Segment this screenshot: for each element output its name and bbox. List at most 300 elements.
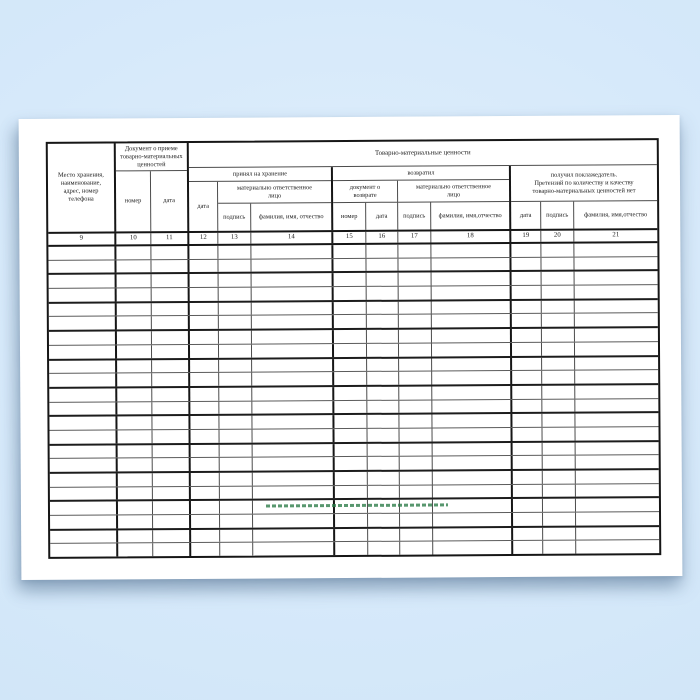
empty-cell (432, 428, 512, 441)
column-number: 11 (151, 233, 189, 244)
empty-cell (49, 303, 117, 316)
empty-cell (511, 244, 541, 257)
empty-cell (117, 360, 152, 373)
empty-cell (334, 387, 367, 400)
empty-cell (335, 472, 368, 485)
empty-cell (117, 345, 152, 358)
empty-cell (252, 401, 334, 414)
empty-cell (512, 272, 542, 285)
empty-cell (543, 471, 576, 484)
empty-cell (513, 513, 543, 526)
empty-cell (189, 246, 218, 259)
column-number: 17 (398, 232, 431, 243)
column-number: 13 (218, 233, 251, 244)
empty-cell (117, 416, 152, 429)
empty-cell (432, 272, 512, 285)
empty-cell (513, 528, 543, 541)
header-accepted-sign: подпись (218, 204, 251, 231)
header-storage-place: Место хранения, наименование, адрес, номер телефона (48, 143, 117, 231)
empty-cell (191, 430, 220, 443)
header-receive-doc-date: дата (163, 197, 175, 205)
empty-cell (219, 288, 252, 301)
empty-cell (399, 315, 432, 328)
empty-cell (366, 258, 398, 271)
empty-cell (575, 413, 658, 426)
form-page (19, 115, 683, 580)
empty-cell (542, 286, 575, 299)
empty-cell (400, 514, 433, 527)
empty-cell (190, 401, 219, 414)
empty-cell (252, 372, 334, 385)
empty-cell (400, 528, 433, 541)
column-number: 9 (48, 233, 116, 244)
empty-cell (220, 543, 253, 556)
header-accepted-date: дата (189, 182, 218, 231)
empty-cell (335, 457, 368, 470)
empty-cell (190, 303, 219, 316)
empty-cell (512, 357, 542, 370)
empty-cell (575, 370, 658, 383)
empty-cell (218, 246, 251, 259)
header-returned-title: возвратил (333, 166, 509, 181)
empty-cell (575, 285, 658, 298)
empty-cell (541, 244, 574, 257)
empty-cell (220, 458, 253, 471)
empty-cell (152, 388, 190, 401)
empty-cell (575, 300, 658, 313)
empty-cell (252, 429, 334, 442)
empty-cell (432, 371, 512, 384)
header-returned-fio: фамилия, имя,отчество (438, 211, 502, 219)
empty-cell (191, 458, 220, 471)
column-number: 12 (189, 233, 218, 244)
empty-cell (153, 473, 191, 486)
empty-cell (153, 487, 191, 500)
header-receive-doc-title: Документ о приеме товарно-материальных ценностей (116, 143, 187, 171)
empty-cell (253, 543, 335, 556)
empty-cell (219, 387, 252, 400)
empty-cell (253, 444, 335, 457)
empty-cell (153, 530, 191, 543)
empty-cell (48, 260, 116, 273)
header-received-fio: фамилия, имя,отчество (584, 210, 648, 219)
empty-cell (575, 427, 658, 440)
empty-cell (334, 330, 367, 343)
empty-cell (368, 485, 400, 498)
empty-cell (541, 257, 574, 270)
header-tmc-title: Товарно-материальные ценности (189, 140, 657, 168)
empty-cell (433, 471, 513, 484)
empty-cell (50, 544, 118, 557)
header-group-accepted (189, 167, 333, 231)
empty-cell (432, 358, 512, 371)
column-number: 19 (511, 231, 541, 242)
empty-cell (575, 342, 658, 355)
empty-cell (191, 530, 220, 543)
header-received-date: дата (511, 202, 541, 229)
header-receive-doc-number: номер (116, 171, 151, 231)
empty-cell (152, 416, 190, 429)
empty-cell (191, 473, 220, 486)
empty-cell (152, 402, 190, 415)
empty-cell (50, 487, 118, 500)
empty-cell (576, 541, 659, 554)
empty-cell (219, 302, 252, 315)
column-number: 20 (541, 231, 574, 242)
empty-cell (190, 316, 219, 329)
empty-cell (543, 527, 576, 540)
empty-cell (252, 330, 334, 343)
empty-cell (220, 501, 253, 514)
empty-cell (368, 542, 400, 555)
empty-cell (574, 243, 657, 256)
empty-cell (117, 331, 152, 344)
empty-cell (152, 316, 190, 329)
empty-cell (190, 359, 219, 372)
header-group-returned (333, 166, 511, 230)
empty-cell (190, 388, 219, 401)
empty-cell (191, 543, 220, 556)
empty-cell (575, 328, 658, 341)
empty-cell (117, 373, 152, 386)
empty-cell (190, 331, 219, 344)
empty-cell (333, 245, 366, 258)
empty-cell (432, 414, 512, 427)
empty-cell (117, 303, 152, 316)
empty-cell (367, 344, 399, 357)
empty-cell (334, 400, 367, 413)
empty-cell (50, 502, 118, 515)
empty-cell (118, 544, 153, 557)
empty-cell (399, 386, 432, 399)
column-number: 14 (251, 232, 333, 244)
empty-cell (398, 258, 431, 271)
empty-cell (576, 512, 659, 525)
empty-cell (334, 415, 367, 428)
empty-cell (251, 259, 333, 272)
empty-cell (219, 401, 252, 414)
empty-cell (575, 385, 658, 398)
empty-cell (219, 274, 252, 287)
empty-cell (334, 315, 367, 328)
empty-cell (334, 429, 367, 442)
header-returned-doc-title: документ о возврате (333, 181, 398, 203)
empty-cell (219, 316, 252, 329)
empty-cell (117, 388, 152, 401)
empty-cell (576, 442, 659, 455)
header-accepted-fio: фамилия, имя, отчество (258, 212, 324, 221)
empty-cell (253, 457, 335, 470)
empty-cell (335, 514, 368, 527)
empty-cell (117, 275, 152, 288)
empty-cell (118, 459, 153, 472)
empty-cell (400, 471, 433, 484)
empty-cell (367, 287, 399, 300)
empty-cell (368, 457, 400, 470)
empty-cell (190, 288, 219, 301)
empty-cell (433, 485, 513, 498)
empty-cell (367, 400, 399, 413)
empty-cell (118, 487, 153, 500)
empty-cell (576, 527, 659, 540)
empty-cell (151, 246, 189, 259)
empty-cell (432, 343, 512, 356)
empty-cell (366, 245, 398, 258)
empty-cell (432, 314, 512, 327)
empty-cell (220, 486, 253, 499)
empty-cell (50, 445, 118, 458)
empty-cell (575, 314, 658, 327)
empty-cell (512, 314, 542, 327)
empty-cell (399, 428, 432, 441)
empty-cell (220, 444, 253, 457)
header-returned-doc-number: номер (333, 203, 366, 230)
empty-cell (367, 387, 399, 400)
header-accepted-mol: материально ответственное лицо (218, 181, 331, 204)
empty-cell (433, 443, 513, 456)
column-number: 21 (612, 231, 620, 239)
empty-cell (49, 388, 117, 401)
empty-cell (513, 456, 543, 469)
empty-cell (542, 428, 575, 441)
empty-cell (219, 331, 252, 344)
empty-cell (512, 414, 542, 427)
empty-cell (432, 386, 512, 399)
empty-cell (432, 301, 512, 314)
empty-cell (49, 317, 117, 330)
empty-cell (116, 260, 151, 273)
header-accepted-title: принял на хранение (189, 167, 331, 182)
empty-cell (512, 301, 542, 314)
empty-cell (335, 529, 368, 542)
header-received-title: получил поклажедатель. Претензий по количеству и качеству товарно-материальных ценностей нет (511, 165, 657, 202)
column-number: 16 (366, 232, 398, 243)
empty-cell (219, 359, 252, 372)
empty-cell (49, 275, 117, 288)
header-returned-mol: материально ответственное лицо (398, 180, 509, 203)
empty-cell (433, 513, 513, 526)
empty-cell (220, 515, 253, 528)
empty-cell (335, 486, 368, 499)
empty-cell (118, 502, 153, 515)
empty-cell (118, 430, 153, 443)
empty-cell (542, 342, 575, 355)
empty-cell (513, 485, 543, 498)
empty-cell (117, 317, 152, 330)
empty-cell (219, 373, 252, 386)
empty-cell (49, 332, 117, 345)
empty-cell (334, 302, 367, 315)
column-number: 18 (431, 231, 511, 242)
empty-cell (543, 499, 576, 512)
empty-cell (334, 358, 367, 371)
empty-cell (512, 343, 542, 356)
empty-cell (511, 258, 541, 271)
empty-cell (334, 273, 367, 286)
empty-cell (50, 530, 118, 543)
empty-cell (253, 486, 335, 499)
empty-cell (399, 330, 432, 343)
header-group-received-by-depositor (511, 165, 657, 229)
empty-cell (432, 329, 512, 342)
empty-cell (432, 400, 512, 413)
empty-cell (116, 246, 151, 259)
empty-cell (190, 345, 219, 358)
empty-cell (252, 287, 334, 300)
empty-cell (153, 445, 191, 458)
empty-cell (251, 245, 333, 258)
empty-cell (542, 272, 575, 285)
empty-cell (513, 471, 543, 484)
empty-cell (543, 541, 576, 554)
empty-cell (252, 359, 334, 372)
empty-cell (543, 456, 576, 469)
empty-cell (433, 456, 513, 469)
empty-cell (151, 260, 189, 273)
empty-cell (399, 400, 432, 413)
empty-cell (48, 246, 116, 259)
table-row (50, 541, 659, 557)
empty-cell (368, 472, 400, 485)
empty-cell (152, 359, 190, 372)
empty-cell (219, 416, 252, 429)
empty-cell (512, 329, 542, 342)
empty-cell (252, 316, 334, 329)
empty-cell (512, 286, 542, 299)
column-number: 10 (116, 233, 151, 244)
empty-cell (542, 386, 575, 399)
empty-cell (576, 455, 659, 468)
empty-cell (400, 542, 433, 555)
empty-cell (49, 374, 117, 387)
empty-cell (50, 473, 118, 486)
empty-cell (118, 473, 153, 486)
empty-cell (576, 484, 659, 497)
empty-cell (542, 399, 575, 412)
empty-cell (333, 259, 366, 272)
empty-cell (50, 459, 118, 472)
empty-cell (253, 472, 335, 485)
empty-cell (190, 416, 219, 429)
empty-cell (252, 273, 334, 286)
empty-cell (219, 430, 252, 443)
empty-cell (218, 259, 251, 272)
storage-journal-table (46, 138, 662, 559)
empty-cell (49, 417, 117, 430)
empty-cell (220, 473, 253, 486)
empty-cell (513, 541, 543, 554)
empty-cell (433, 541, 513, 554)
empty-cell (542, 300, 575, 313)
empty-cell (117, 288, 152, 301)
empty-cell (398, 245, 431, 258)
empty-cell (400, 443, 433, 456)
empty-cell (190, 373, 219, 386)
empty-cell (335, 542, 368, 555)
empty-cell (118, 515, 153, 528)
empty-cell (367, 301, 399, 314)
empty-cell (399, 301, 432, 314)
empty-cell (433, 528, 513, 541)
empty-cell (152, 274, 190, 287)
empty-cell (49, 360, 117, 373)
empty-cell (367, 372, 399, 385)
empty-cell (50, 430, 118, 443)
empty-cell (512, 386, 542, 399)
empty-cell (575, 271, 658, 284)
empty-cell (512, 428, 542, 441)
empty-cell (431, 244, 511, 257)
empty-cell (542, 329, 575, 342)
header-group-tmc (189, 140, 658, 231)
empty-cell (542, 314, 575, 327)
empty-cell (543, 513, 576, 526)
empty-cell (334, 372, 367, 385)
empty-cell (512, 399, 542, 412)
empty-cell (118, 530, 153, 543)
empty-cell (152, 331, 190, 344)
empty-cell (219, 344, 252, 357)
empty-cell (50, 515, 118, 528)
empty-cell (575, 399, 658, 412)
empty-cell (576, 470, 659, 483)
empty-cell (542, 371, 575, 384)
empty-cell (574, 257, 657, 270)
empty-cell (542, 357, 575, 370)
empty-cell (399, 358, 432, 371)
empty-cell (153, 458, 191, 471)
empty-cell (152, 288, 190, 301)
empty-cell (153, 543, 191, 556)
empty-cell (399, 343, 432, 356)
empty-cell (220, 529, 253, 542)
empty-cell (191, 501, 220, 514)
empty-cell (367, 415, 399, 428)
empty-cell (575, 357, 658, 370)
empty-cell (49, 345, 117, 358)
empty-cell (334, 344, 367, 357)
header-received-sign: подпись (541, 202, 574, 229)
empty-cell (117, 402, 152, 415)
empty-cell (399, 287, 432, 300)
column-number: 15 (333, 232, 366, 243)
empty-cell (432, 286, 512, 299)
empty-cell (49, 402, 117, 415)
empty-cell (400, 457, 433, 470)
empty-cell (367, 429, 399, 442)
empty-cell (335, 444, 368, 457)
table-header (48, 140, 658, 234)
empty-cell (367, 358, 399, 371)
empty-cell (367, 330, 399, 343)
empty-cell (367, 273, 399, 286)
empty-cell (152, 373, 190, 386)
empty-cell (191, 515, 220, 528)
empty-cell (191, 486, 220, 499)
empty-cell (431, 258, 511, 271)
empty-cell (576, 498, 659, 511)
empty-cell (153, 430, 191, 443)
empty-cell (368, 528, 400, 541)
empty-cell (153, 501, 191, 514)
header-returned-doc-date: дата (366, 203, 398, 230)
empty-cell (190, 274, 219, 287)
empty-cell (252, 302, 334, 315)
empty-cell (152, 345, 190, 358)
empty-cell (368, 443, 400, 456)
empty-cell (513, 442, 543, 455)
empty-cell (399, 273, 432, 286)
